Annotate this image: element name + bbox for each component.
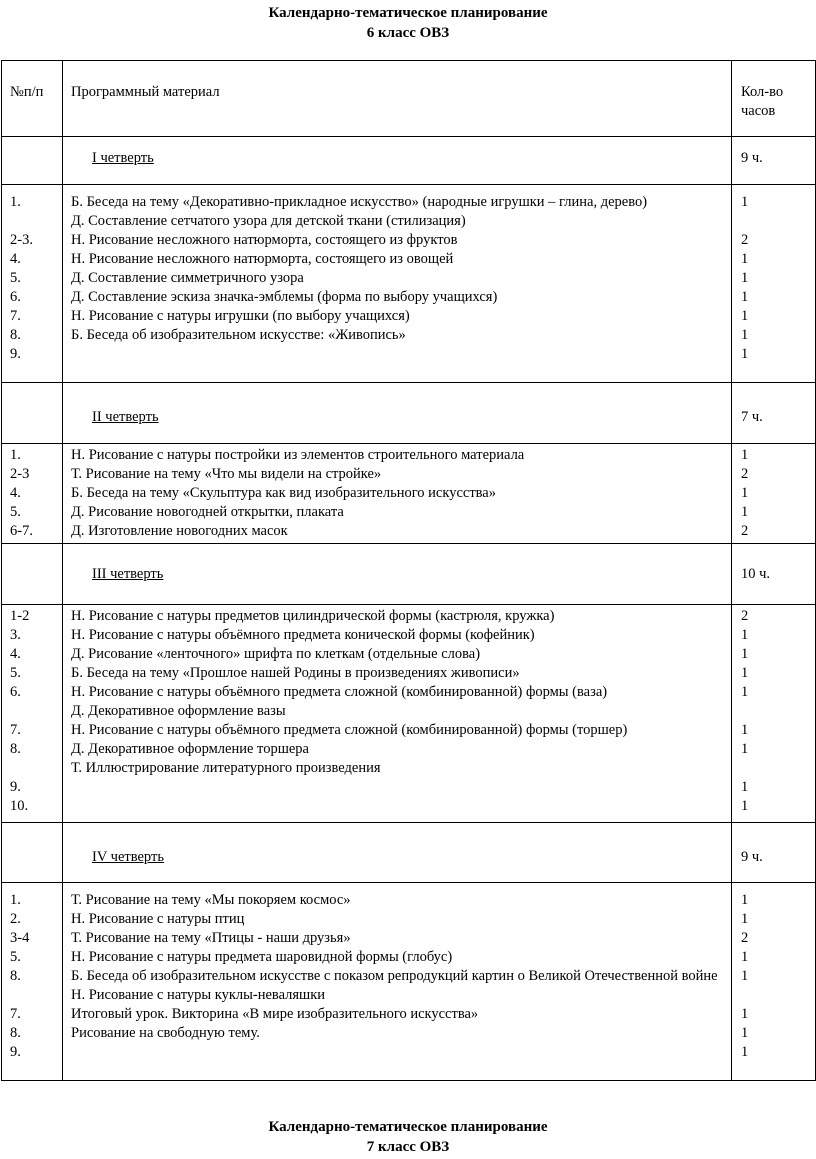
header-material: Программный материал [71,84,220,100]
topic-item: Т. Рисование на тему «Что мы видели на стройке» [71,466,382,482]
quarter-title: IV четверть [92,849,164,865]
topic-number: 4. [10,485,21,501]
topic-number: 8. [10,327,21,343]
topic-number: 6. [10,684,21,700]
topic-item: Б. Беседа на тему «Прошлое нашей Родины в произведениях живописи» [71,665,520,681]
topic-number: 5. [10,665,21,681]
topic-item: Д. Составление сетчатого узора для детской ткани (стилизация) [71,213,466,229]
topic-hour: 2 [741,608,749,624]
topic-number: 4. [10,251,21,267]
topic-number: 2-3. [10,232,33,248]
topic-item: Д. Декоративное оформление торшера [71,741,309,757]
topic-hour: 1 [741,911,749,927]
topic-number: 9. [10,346,21,362]
topic-number [10,212,62,231]
topic-item: Н. Рисование с натуры объёмного предмета конической формы (кофейник) [71,627,535,643]
topic-hour: 1 [741,722,749,738]
topic-number: 6. [10,289,21,305]
topic-hour: 1 [741,504,749,520]
topic-item: Н. Рисование с натуры птиц [71,911,245,927]
topic-hour: 1 [741,741,749,757]
topic-hours [741,883,815,1062]
topic-item: Н. Рисование с натуры объёмного предмета сложной (комбинированной) формы (ваза) [71,684,608,700]
topic-number: 8. [10,1025,21,1041]
topic-hour: 1 [741,627,749,643]
topic-item: Н. Рисование с натуры объёмного предмета сложной (комбинированной) формы (торшер) [71,722,628,738]
topic-number: 1-2 [10,608,30,624]
topic-hour: 1 [741,1044,749,1060]
quarter-row [2,544,816,605]
topic-item: Итоговый урок. Викторина «В мире изобразительного искусства» [71,1006,479,1022]
topics-row [2,605,816,823]
topic-number: 6-7. [10,523,33,539]
page-title [0,3,816,43]
topic-number: 2-3 [10,466,30,482]
topic-number: 1. [10,447,21,463]
topic-number: 7. [10,722,21,738]
topics-row [2,444,816,544]
topic-hour: 1 [741,1025,749,1041]
topic-hour: 1 [741,646,749,662]
quarter-title: I четверть [92,150,154,166]
topic-hour: 1 [741,447,749,463]
topic-hour: 1 [741,665,749,681]
topic-item: Д. Рисование «ленточного» шрифта по клеткам (отдельные слова) [71,646,481,662]
topic-number: 7. [10,308,21,324]
planning-table [1,60,816,1081]
topic-number: 10. [10,798,29,814]
topic-number: 9. [10,779,21,795]
topic-item: Б. Беседа на тему «Скульптура как вид изобразительного искусства» [71,485,496,501]
quarter-row [2,823,816,883]
header-hours: Кол-во часов [741,84,784,119]
topic-hour [741,702,815,721]
header-num: №п/п [10,84,44,100]
topic-number: 5. [10,270,21,286]
topic-item: Т. Иллюстрирование литературного произведения [71,760,381,776]
title-line-1: Календарно-тематическое планирование [268,1119,548,1135]
topic-hour: 1 [741,251,749,267]
quarter-hours: 10 ч. [741,566,771,582]
quarter-row [2,137,816,185]
topic-hour: 1 [741,892,749,908]
topic-item: Н. Рисование несложного натюрморта, состоящего из фруктов [71,232,458,248]
topic-item: Д. Составление эскиза значка-эмблемы (форма по выбору учащихся) [71,289,498,305]
topic-hour: 2 [741,232,749,248]
quarter-hours: 9 ч. [741,849,763,865]
topic-number: 3. [10,627,21,643]
topic-item: Н. Рисование с натуры предмета шаровидной формы (глобус) [71,949,453,965]
topic-hour: 1 [741,485,749,501]
topic-hour: 2 [741,930,749,946]
topic-hours [741,185,815,364]
quarter-hours: 7 ч. [741,409,763,425]
topic-hour [741,759,815,778]
topic-hour: 1 [741,684,749,700]
topic-item: Т. Рисование на тему «Птицы - наши друзья» [71,930,351,946]
topic-number: 1. [10,194,21,210]
title-line-2: 6 класс ОВЗ [366,25,450,41]
topic-item: Н. Рисование с натуры куклы-неваляшки [71,987,326,1003]
quarter-title: II четверть [92,409,159,425]
topic-item: Д. Рисование новогодней открытки, плаката [71,504,344,520]
topic-item: Д. Изготовление новогодних масок [71,523,288,539]
topic-number: 2. [10,911,21,927]
topic-hour: 1 [741,308,749,324]
topics-row [2,883,816,1081]
topic-hour: 2 [741,523,749,539]
topic-item: Д. Составление симметричного узора [71,270,304,286]
topic-hour: 1 [741,346,749,362]
title-line-1: Календарно-тематическое планирование [268,5,548,21]
quarter-row [2,383,816,444]
topic-number [10,759,62,778]
topic-number: 5. [10,504,21,520]
topic-list [71,444,723,541]
topic-item: Н. Рисование несложного натюрморта, состоящего из овощей [71,251,454,267]
topic-list [71,605,723,778]
topic-hour: 1 [741,779,749,795]
topics-row [2,185,816,383]
topic-item: Т. Рисование на тему «Мы покоряем космос» [71,892,351,908]
topic-numbers [10,444,62,541]
topic-number: 8. [10,968,21,984]
topic-item: Н. Рисование с натуры постройки из элементов строительного материала [71,447,525,463]
next-page-title [0,1117,816,1157]
title-line-2: 7 класс ОВЗ [366,1139,450,1155]
topic-item: Б. Беседа на тему «Декоративно-прикладное искусство» (народные игрушки – глина, дерево) [71,194,648,210]
topic-number: 7. [10,1006,21,1022]
topic-hour: 1 [741,270,749,286]
topic-numbers [10,185,62,364]
topic-hour: 1 [741,1006,749,1022]
topic-item: Д. Декоративное оформление вазы [71,703,286,719]
topic-hour [741,986,815,1005]
topic-number: 1. [10,892,21,908]
topic-item: Рисование на свободную тему. [71,1025,260,1041]
topic-item: Б. Беседа об изобразительном искусстве с показом репродукций картин о Великой Отечественной войне [71,968,718,984]
topic-hour: 2 [741,466,749,482]
topic-hour: 1 [741,289,749,305]
topic-list [71,185,723,345]
topic-hour: 1 [741,798,749,814]
topic-number: 5. [10,949,21,965]
topic-hours [741,605,815,816]
topic-hour: 1 [741,194,749,210]
quarter-title: III четверть [92,566,164,582]
table-header-row [2,61,816,137]
topic-hour: 1 [741,968,749,984]
topic-number: 3-4 [10,930,30,946]
topic-number: 4. [10,646,21,662]
topic-number: 8. [10,741,21,757]
topic-item: Н. Рисование с натуры игрушки (по выбору учащихся) [71,308,410,324]
topic-item: Б. Беседа об изобразительном искусстве: «Живопись» [71,327,406,343]
topic-list [71,883,723,1043]
topic-number: 9. [10,1044,21,1060]
topic-hour: 1 [741,327,749,343]
topic-numbers [10,605,62,816]
topic-number [10,986,62,1005]
topic-numbers [10,883,62,1062]
topic-item: Н. Рисование с натуры предметов цилиндрической формы (кастрюля, кружка) [71,608,555,624]
quarter-hours: 9 ч. [741,150,763,166]
topic-hour [741,212,815,231]
topic-hours [741,444,815,541]
topic-hour: 1 [741,949,749,965]
topic-number [10,702,62,721]
